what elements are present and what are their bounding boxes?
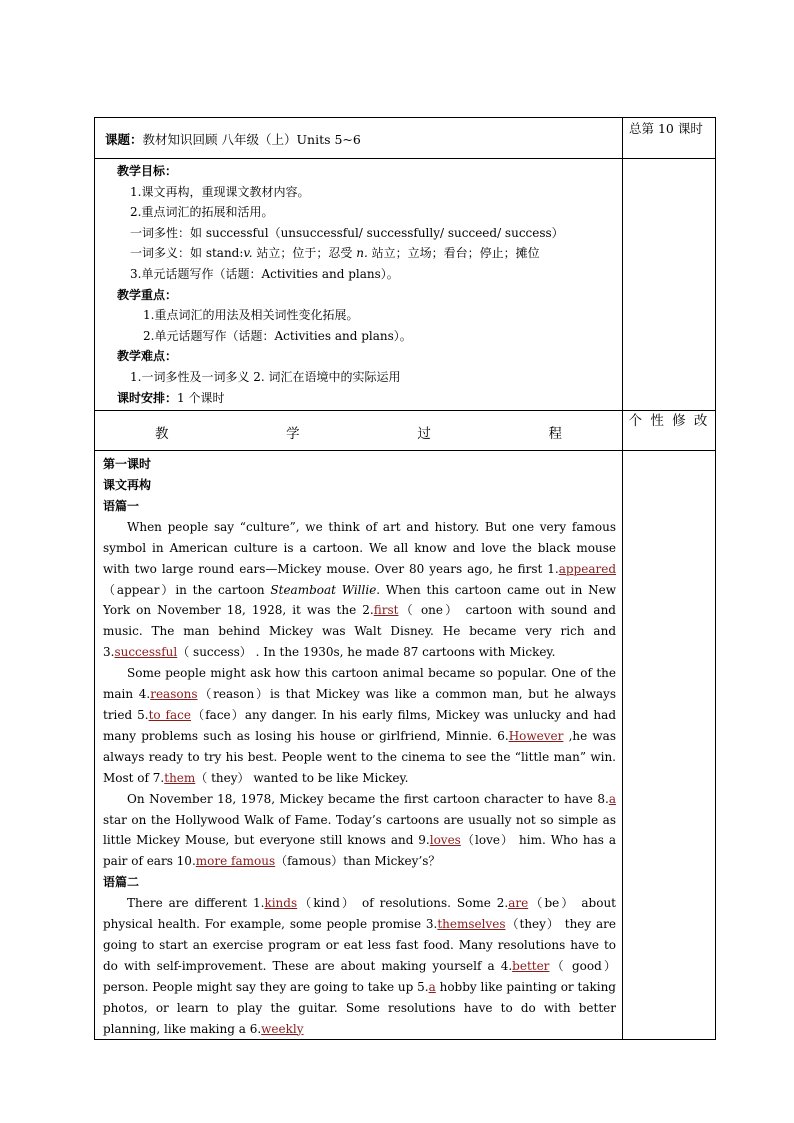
section-title: 课文再构 (103, 478, 152, 492)
key-points-heading: 教学重点： (117, 287, 178, 302)
title-label: 课题： (105, 132, 143, 147)
modify-header: 个 性 修 改 (623, 411, 716, 451)
paragraph: When people say “culture”, we think of art and history. But one very famous symbol in American culture is a cartoon. We all know and love the black mouse with two large round ears—Mickey mouse. Over 80 years ago, he first 1.appeared（appear）in the cartoon Steamboat Willie. When this cartoon came out in New York on November 18, 1928, it was the 2.first（ one） cartoon with sound and music. The man behind Mickey was Walt Disney. He became very rich and 3.successful（ success） . In the 1930s, he made 87 cartoons with Mickey. (103, 519, 616, 660)
process-char: 程 (548, 426, 562, 442)
answer: themselves (437, 917, 506, 932)
goal-item: 一词多性：如 successful（unsuccessful/ successfully/ succeed/ success） (130, 225, 564, 240)
answer: kinds (264, 896, 298, 911)
answer: a (608, 791, 616, 806)
answer: reasons (150, 687, 198, 702)
answer: weekly (261, 1021, 304, 1036)
schedule-heading: 课时安排： (117, 390, 178, 405)
passage-title: 语篇二 (103, 875, 140, 890)
process-char: 教 (155, 426, 169, 442)
goal-item: 2.重点词汇的拓展和活用。 (130, 205, 274, 220)
answer: to face (148, 707, 191, 722)
process-char: 过 (417, 426, 431, 442)
process-header (95, 411, 623, 451)
answer: them (164, 770, 196, 785)
answer: successful (114, 645, 178, 660)
answer: more famous (195, 854, 276, 869)
lesson-topic: 教材知识回顾 八年级（上）Units 5~6 (142, 132, 361, 147)
answer: loves (429, 833, 461, 848)
modify-column (623, 451, 716, 1040)
answer: first (373, 603, 399, 618)
passage-title: 语篇一 (103, 498, 140, 513)
process-content (95, 451, 623, 1040)
lesson-title: 第一课时 (103, 457, 152, 471)
key-point-item: 1.重点词汇的用法及相关词性变化拓展。 (143, 308, 359, 323)
difficulty-item: 1.一词多性及一词多义 2. 词汇在语境中的实际运用 (130, 369, 401, 384)
schedule-line (101, 388, 616, 409)
answer: better (512, 958, 550, 973)
paragraph: There are different 1.kinds（kind） of resolutions. Some 2.are（be） about physical health. For example, some people promise 3.themselves（they） they are going to start an exercise program or eat less fast food. Many resolutions have to do with self-improvement. These are about making yourself a 4.better（ good） person. People might say they are going to take up 5.a hobby like painting or taking photos, or learn to play the guitar. Some resolutions have to do with better planning, like making a 6.weekly (103, 896, 616, 1036)
paragraph: Some people might ask how this cartoon animal became so popular. One of the main 4.reasons（reason）is that Mickey was like a common man, but he always tried 5.to face（face）any danger. In his early films, Mickey was unlucky and had many problems such as losing his house or girlfriend, Minnie. 6.However ,he was always ready to try his best. People went to the cinema to see the “little man” win. Most of 7.them（ they） wanted to be like Mickey. (103, 666, 617, 785)
difficulties-heading: 教学难点： (117, 349, 178, 364)
goal-item: 3.单元话题写作（话题：Activities and plans）。 (130, 266, 399, 281)
answer: are (508, 896, 529, 911)
key-point-item: 2.单元话题写作（话题：Activities and plans）。 (143, 328, 412, 343)
title-cell (95, 118, 623, 159)
lesson-plan-table (94, 117, 716, 1040)
goals-cell (95, 159, 623, 411)
answer: a (428, 979, 436, 994)
goal-item: 一词多义：如 stand:v. 站立；位于；忍受 n. 站立；立场；看台；停止；摊位 (130, 246, 540, 261)
goals-heading: 教学目标： (117, 164, 178, 178)
schedule-hours: 1 个课时 (177, 390, 225, 405)
paragraph: On November 18, 1978, Mickey became the first cartoon character to have 8.a star on the Hollywood Walk of Fame. Today’s cartoons are usually not so simple as little Mickey Mouse, but everyone still knows and 9.loves（love） him. Who has a pair of ears 10.more famous（famous）than Mickey’s？ (103, 791, 616, 869)
goal-item: 1.课文再构，重现课文教材内容。 (130, 184, 310, 199)
period-number: 总第 10 课时 (623, 118, 716, 159)
goals-side-cell (623, 159, 716, 411)
answer: However (508, 728, 564, 743)
process-char: 学 (286, 426, 300, 442)
answer: appeared (558, 561, 616, 576)
